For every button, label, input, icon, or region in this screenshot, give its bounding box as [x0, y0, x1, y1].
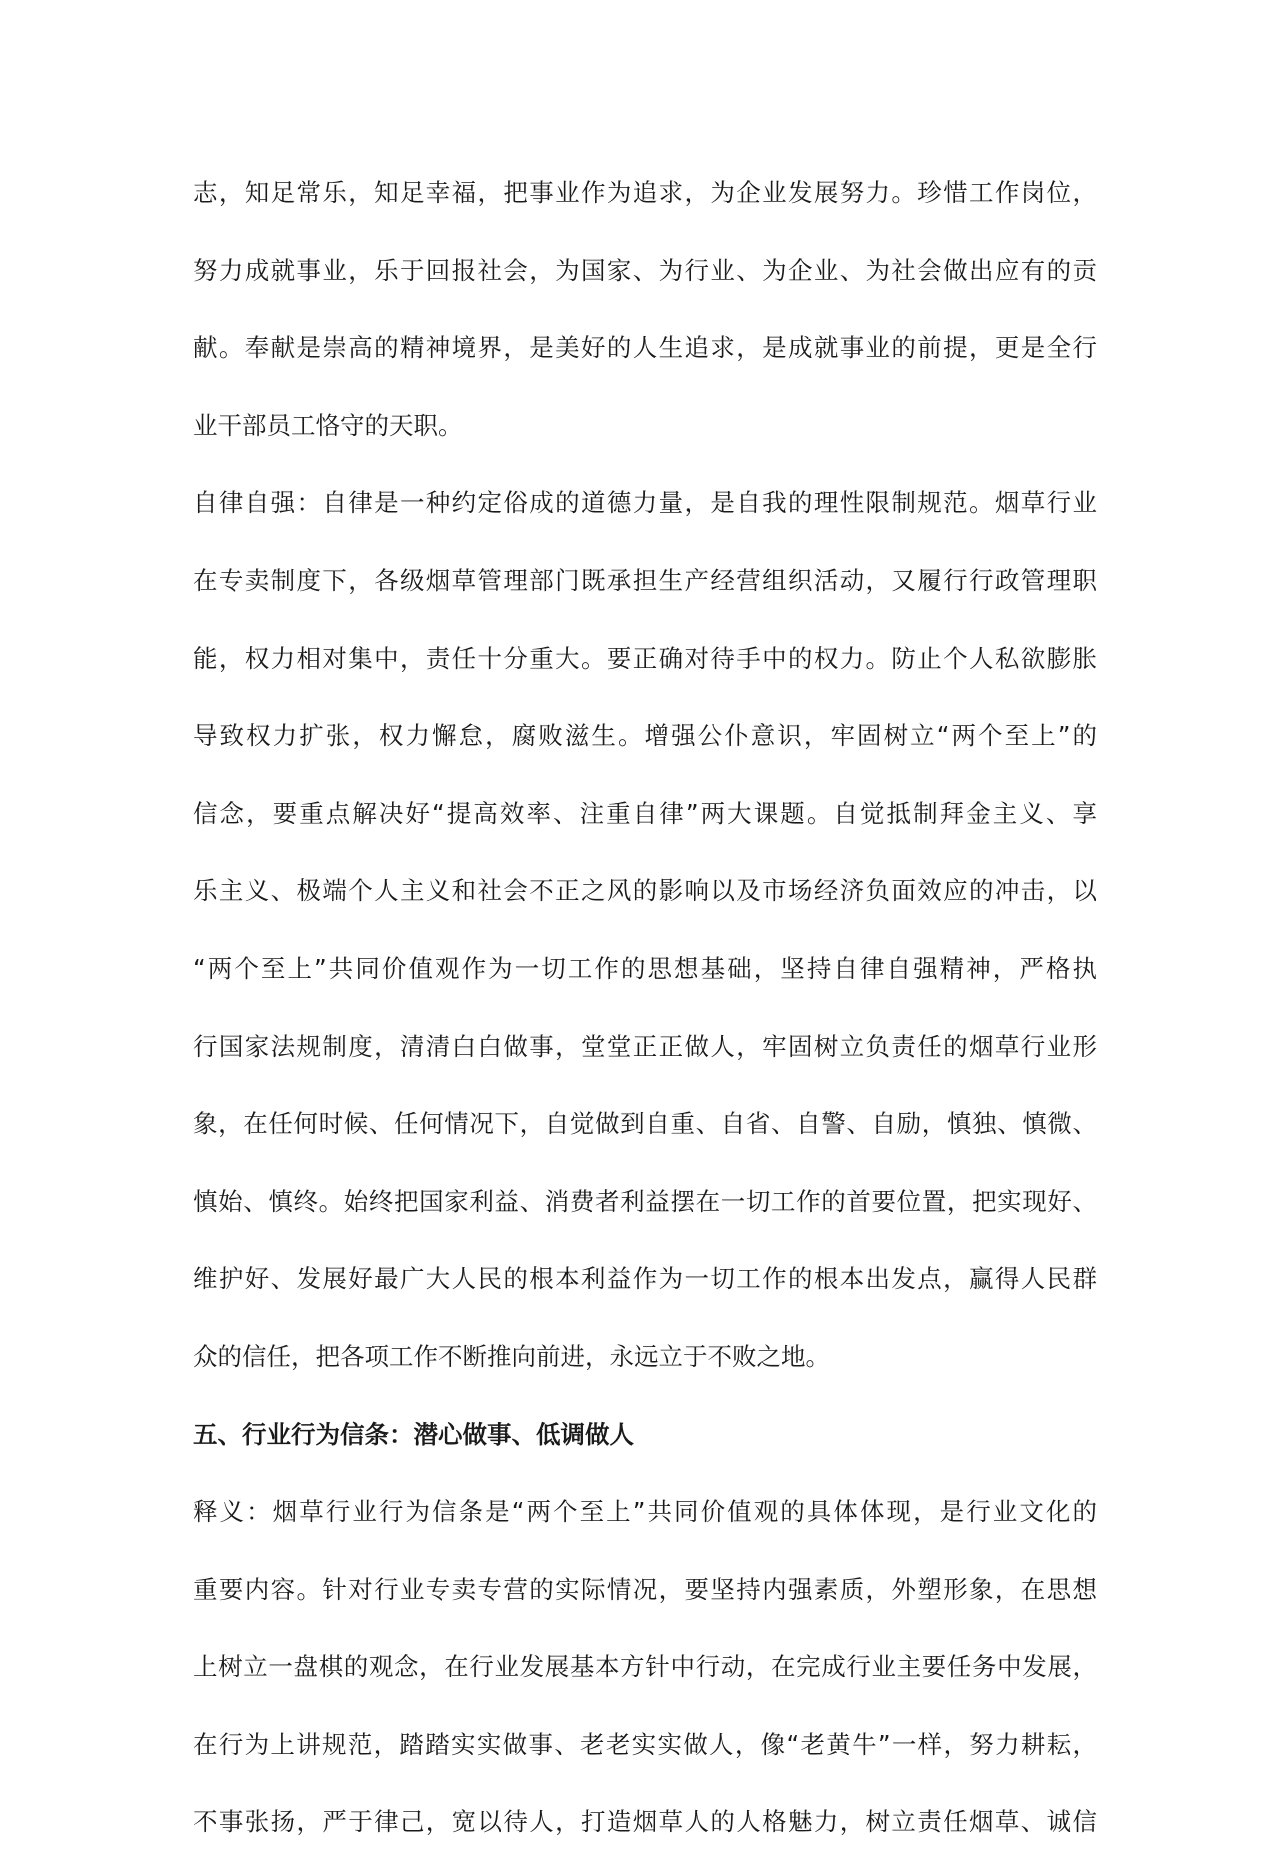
paragraph-dedication [193, 168, 1097, 478]
text-line: 象，在任何时候、任何情况下，自觉做到自重、自省、自警、自励，慎独、慎微、 [193, 1109, 1097, 1139]
paragraph-code-of-conduct [193, 1487, 1097, 1875]
text-line: 释义：烟草行业行为信条是“两个至上”共同价值观的具体体现，是行业文化的 [193, 1497, 1097, 1527]
section-heading: 五、行业行为信条：潜心做事、低调做人 [193, 1419, 634, 1449]
text-line: 自律自强：自律是一种约定俗成的道德力量，是自我的理性限制规范。烟草行业 [193, 488, 1097, 518]
text-line: 志，知足常乐，知足幸福，把事业作为追求，为企业发展努力。珍惜工作岗位， [193, 178, 1097, 207]
text-line: 乐主义、极端个人主义和社会不正之风的影响以及市场经济负面效应的冲击，以 [193, 876, 1097, 906]
text-line: 在行为上讲规范，踏踏实实做事、老老实实做人，像“老黄牛”一样，努力耕耘， [193, 1729, 1097, 1759]
text-line: 慎始、慎终。始终把国家利益、消费者利益摆在一切工作的首要位置，把实现好、 [193, 1186, 1097, 1216]
text-line: 维护好、发展好最广大人民的根本利益作为一切工作的根本出发点，赢得人民群 [193, 1264, 1097, 1294]
text-line: 能，权力相对集中，责任十分重大。要正确对待手中的权力。防止个人私欲膨胀 [193, 643, 1097, 673]
document-body [193, 168, 1097, 1875]
text-line: 在专卖制度下，各级烟草管理部门既承担生产经营组织活动，又履行行政管理职 [193, 565, 1097, 595]
text-line: 献。奉献是崇高的精神境界，是美好的人生追求，是成就事业的前提，更是全行 [193, 333, 1097, 363]
text-line: 行国家法规制度，清清白白做事，堂堂正正做人，牢固树立负责任的烟草行业形 [193, 1031, 1097, 1061]
text-line: 信念，要重点解决好“提高效率、注重自律”两大课题。自觉抵制拜金主义、享 [193, 798, 1097, 828]
text-line: 上树立一盘棋的观念，在行业发展基本方针中行动，在完成行业主要任务中发展， [193, 1652, 1097, 1682]
paragraph-self-discipline [193, 478, 1097, 1409]
text-line: 重要内容。针对行业专卖专营的实际情况，要坚持内强素质，外塑形象，在思想 [193, 1574, 1097, 1604]
text-line: 不事张扬，严于律己，宽以待人，打造烟草人的人格魅力，树立责任烟草、诚信 [193, 1807, 1097, 1837]
text-line: 业干部员工恪守的天职。 [193, 410, 463, 440]
text-line: “两个至上”共同价值观作为一切工作的思想基础，坚持自律自强精神，严格执 [193, 953, 1097, 983]
text-line: 努力成就事业，乐于回报社会，为国家、为行业、为企业、为社会做出应有的贡 [193, 255, 1097, 285]
text-line: 众的信任，把各项工作不断推向前进，永远立于不败之地。 [193, 1341, 830, 1371]
text-line: 导致权力扩张，权力懈怠，腐败滋生。增强公仆意识，牢固树立“两个至上”的 [193, 721, 1097, 751]
